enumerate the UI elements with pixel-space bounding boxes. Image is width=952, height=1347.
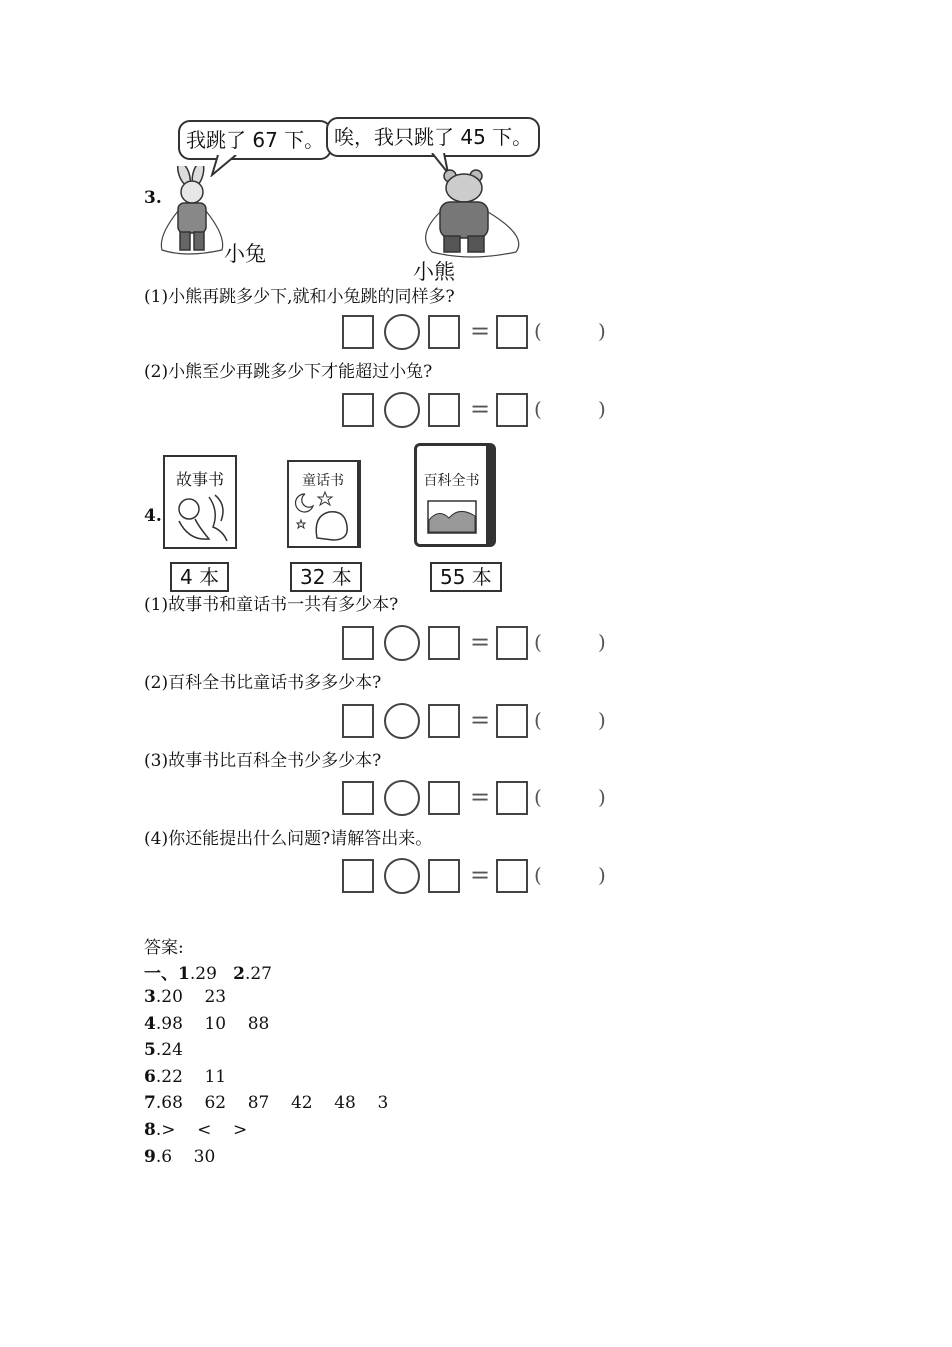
unit-paren-open: (	[534, 397, 542, 421]
answer-box[interactable]	[496, 315, 528, 349]
bear-speech-bubble: 唉，我只跳了 45 下。	[326, 117, 540, 157]
answer-line-1: 一、1.29 2.27	[144, 964, 272, 984]
operator-circle[interactable]	[384, 703, 420, 739]
unit-paren-close: )	[598, 863, 606, 887]
answer-line-7: 7.68 62 87 42 48 3	[144, 1093, 389, 1113]
encyclopedia-book	[414, 443, 496, 547]
answer-box[interactable]	[428, 781, 460, 815]
unit-paren-close: )	[598, 708, 606, 732]
unit-paren-open: (	[534, 863, 542, 887]
unit-paren-close: )	[598, 785, 606, 809]
answer-box[interactable]	[342, 626, 374, 660]
answer-box[interactable]	[342, 781, 374, 815]
answer-box[interactable]	[428, 859, 460, 893]
operator-circle[interactable]	[384, 858, 420, 894]
bear-name: 小熊	[413, 260, 455, 284]
encyclopedia-count: 55 本	[430, 562, 502, 592]
q3-sub2-text: (2)小熊至少再跳多少下才能超过小兔?	[144, 362, 433, 382]
encyclopedia-book-title: 百科全书	[423, 473, 480, 489]
answer-box[interactable]	[342, 315, 374, 349]
question-3-number: 3.	[144, 188, 162, 208]
operator-circle[interactable]	[384, 314, 420, 350]
operator-circle[interactable]	[384, 392, 420, 428]
moon-stars-icon	[293, 490, 357, 546]
equals-sign: =	[470, 628, 491, 656]
landscape-icon	[427, 500, 477, 534]
story-book-count: 4 本	[170, 562, 229, 592]
unit-paren-open: (	[534, 319, 542, 343]
answer-box[interactable]	[496, 859, 528, 893]
q3-sub2-equation	[342, 393, 612, 431]
answer-box[interactable]	[496, 393, 528, 427]
unit-paren-close: )	[598, 319, 606, 343]
story-book-title: 故事书	[175, 470, 224, 489]
fairy-tale-book-title: 童话书	[302, 473, 344, 489]
answer-box[interactable]	[428, 704, 460, 738]
unit-paren-open: (	[534, 630, 542, 654]
answer-line-3: 3.20 23	[144, 987, 227, 1007]
answer-box[interactable]	[342, 859, 374, 893]
answer-line-6: 6.22 11	[144, 1067, 227, 1087]
answer-line-9: 9.6 30	[144, 1147, 216, 1167]
answer-box[interactable]	[342, 704, 374, 738]
rabbit-illustration	[156, 166, 226, 262]
unit-paren-open: (	[534, 708, 542, 732]
unit-paren-open: (	[534, 785, 542, 809]
q4-sub2-text: (2)百科全书比童话书多多少本?	[144, 673, 382, 693]
equals-sign: =	[470, 783, 491, 811]
operator-circle[interactable]	[384, 780, 420, 816]
q3-sub1-text: (1)小熊再跳多少下,就和小兔跳的同样多?	[144, 287, 455, 307]
unit-paren-close: )	[598, 397, 606, 421]
rabbit-name: 小兔	[224, 242, 266, 266]
answer-box[interactable]	[428, 626, 460, 660]
fairy-tale-book-count: 32 本	[290, 562, 362, 592]
answer-line-5: 5.24	[144, 1040, 183, 1060]
q4-sub2-equation	[342, 704, 612, 742]
answer-box[interactable]	[342, 393, 374, 427]
equals-sign: =	[470, 861, 491, 889]
q4-sub4-equation	[342, 859, 612, 897]
q4-sub3-equation	[342, 781, 612, 819]
equals-sign: =	[470, 395, 491, 423]
monkey-icon	[169, 491, 233, 545]
story-book	[163, 455, 237, 549]
equals-sign: =	[470, 317, 491, 345]
answers-heading: 答案:	[144, 938, 184, 958]
q4-sub4-text: (4)你还能提出什么问题?请解答出来。	[144, 829, 433, 849]
question-4-number: 4.	[144, 506, 162, 526]
answer-line-4: 4.98 10 88	[144, 1014, 270, 1034]
answer-line-8: 8.> < >	[144, 1120, 248, 1140]
answer-box[interactable]	[496, 781, 528, 815]
q3-sub1-equation	[342, 315, 612, 353]
unit-paren-close: )	[598, 630, 606, 654]
rabbit-speech-bubble: 我跳了 67 下。	[178, 120, 332, 160]
fairy-tale-book	[287, 460, 361, 548]
q4-sub1-equation	[342, 626, 612, 664]
q4-sub3-text: (3)故事书比百科全书少多少本?	[144, 751, 382, 771]
answer-box[interactable]	[428, 315, 460, 349]
q4-sub1-text: (1)故事书和童话书一共有多少本?	[144, 595, 399, 615]
answer-box[interactable]	[496, 704, 528, 738]
operator-circle[interactable]	[384, 625, 420, 661]
answer-box[interactable]	[496, 626, 528, 660]
equals-sign: =	[470, 706, 491, 734]
answer-box[interactable]	[428, 393, 460, 427]
